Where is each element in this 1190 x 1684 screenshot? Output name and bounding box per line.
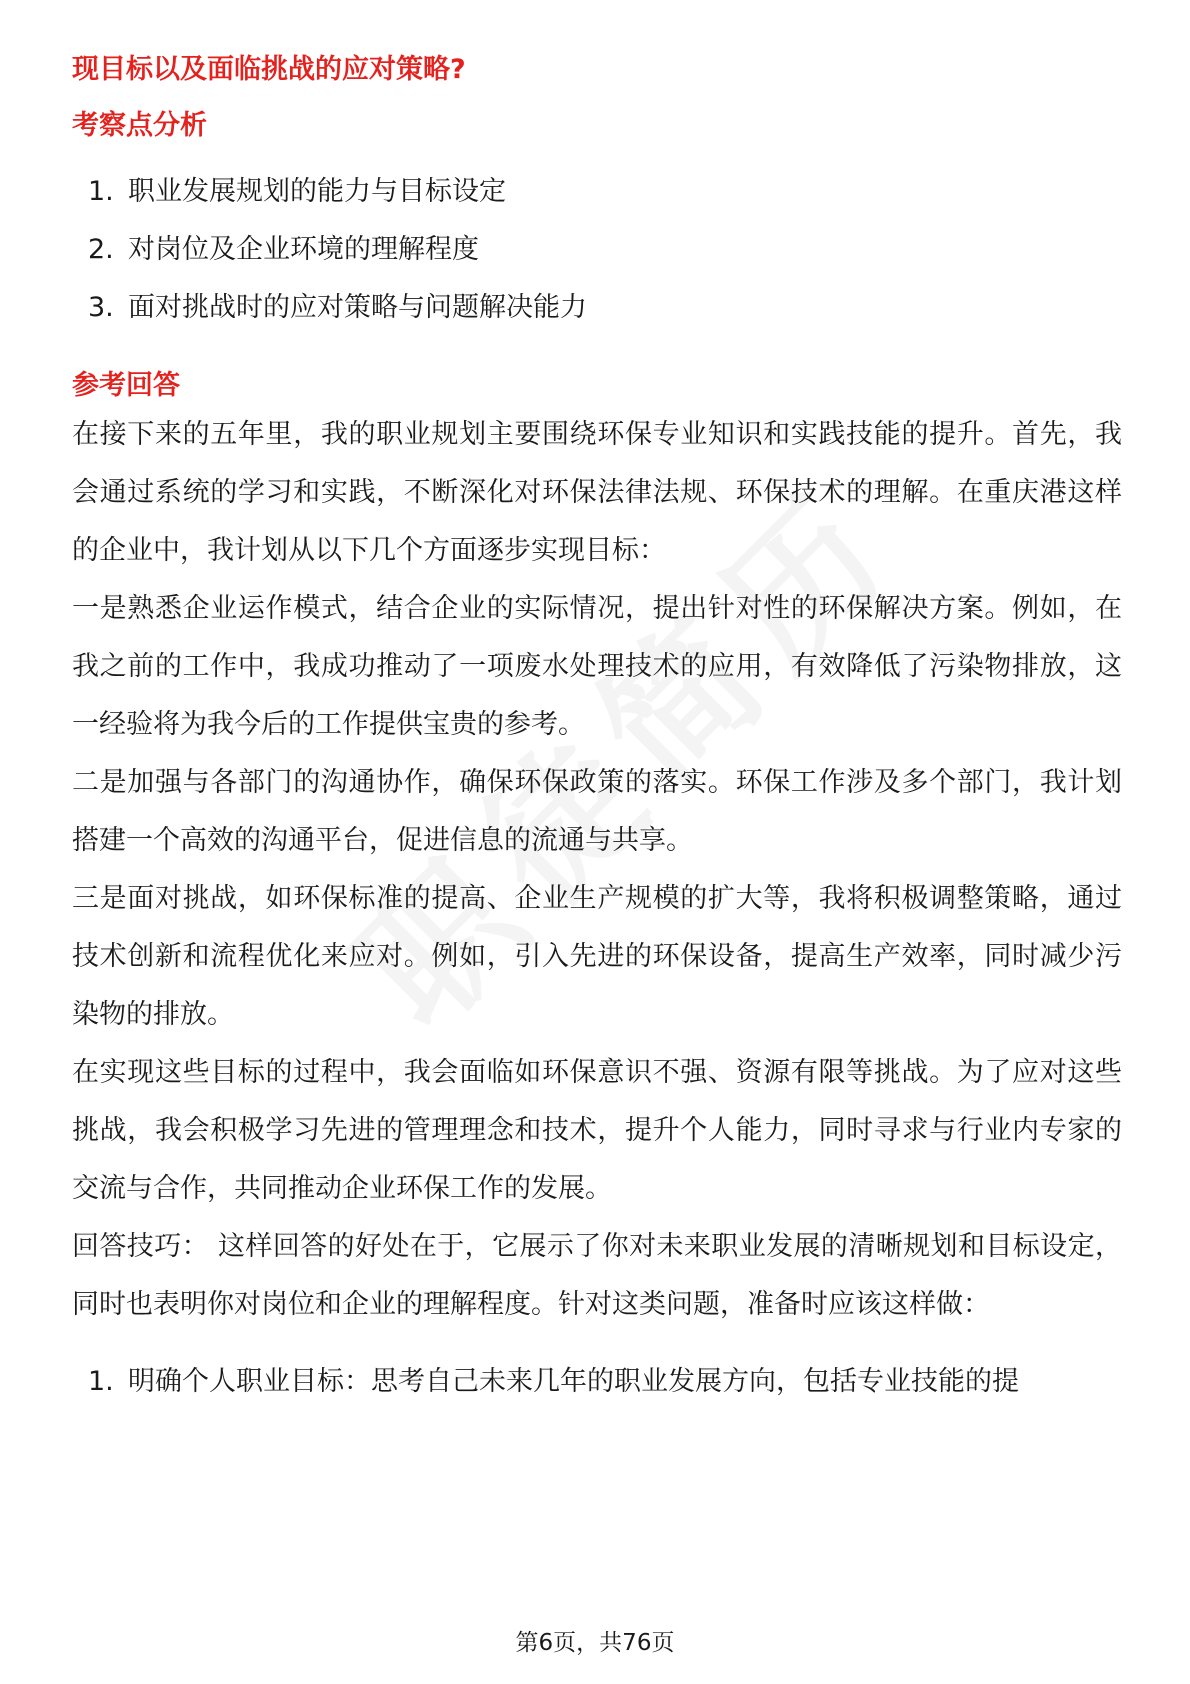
answer-paragraph: 一是熟悉企业运作模式，结合企业的实际情况，提出针对性的环保解决方案。例如，在我之前的工作中，我成功推动了一项废水处理技术的应用，有效降低了污染物排放，这一经验将为我今后的工作提供宝贵的参考。 bbox=[72, 593, 1122, 740]
answer-paragraph: 在实现这些目标的过程中，我会面临如环保意识不强、资源有限等挑战。为了应对这些挑战，我会积极学习先进的管理理念和技术，提升个人能力，同时寻求与行业内专家的交流与合作，共同推动企业环保工作的发展。 bbox=[72, 1057, 1122, 1204]
answer-heading: 参考回答 bbox=[72, 370, 180, 401]
list-item bbox=[88, 230, 1122, 270]
list-item-number: 1. bbox=[88, 1366, 114, 1397]
analysis-points-list bbox=[72, 172, 1122, 328]
answer-tips-paragraph: 回答技巧： 这样回答的好处在于，它展示了你对未来职业发展的清晰规划和目标设定，同时也表明你对岗位和企业的理解程度。针对这类问题，准备时应该这样做： bbox=[72, 1231, 1122, 1320]
list-item-number: 2. bbox=[88, 234, 114, 265]
list-item-text: 职业发展规划的能力与目标设定 bbox=[128, 176, 506, 207]
page-number: 第6页，共76页 bbox=[515, 1630, 675, 1656]
list-item-text: 面对挑战时的应对策略与问题解决能力 bbox=[128, 292, 587, 323]
answer-paragraph: 三是面对挑战，如环保标准的提高、企业生产规模的扩大等，我将积极调整策略，通过技术创新和流程优化来应对。例如，引入先进的环保设备，提高生产效率，同时减少污染物的排放。 bbox=[72, 883, 1122, 1030]
question-heading: 现目标以及面临挑战的应对策略? bbox=[72, 54, 466, 85]
list-item-number: 3. bbox=[88, 292, 114, 323]
analysis-heading: 考察点分析 bbox=[72, 110, 207, 141]
list-item-text: 明确个人职业目标：思考自己未来几年的职业发展方向，包括专业技能的提 bbox=[128, 1366, 1019, 1397]
tips-list bbox=[72, 1362, 1122, 1402]
list-item bbox=[88, 172, 1122, 212]
list-item bbox=[88, 288, 1122, 328]
list-item-number: 1. bbox=[88, 176, 114, 207]
list-item-text: 对岗位及企业环境的理解程度 bbox=[128, 234, 479, 265]
page-content bbox=[72, 44, 1122, 1402]
list-item bbox=[88, 1362, 1122, 1402]
answer-paragraph: 在接下来的五年里，我的职业规划主要围绕环保专业知识和实践技能的提升。首先，我会通过系统的学习和实践，不断深化对环保法律法规、环保技术的理解。在重庆港这样的企业中，我计划从以下几个方面逐步实现目标： bbox=[72, 419, 1122, 566]
answer-paragraph: 二是加强与各部门的沟通协作，确保环保政策的落实。环保工作涉及多个部门，我计划搭建一个高效的沟通平台，促进信息的流通与共享。 bbox=[72, 767, 1122, 856]
